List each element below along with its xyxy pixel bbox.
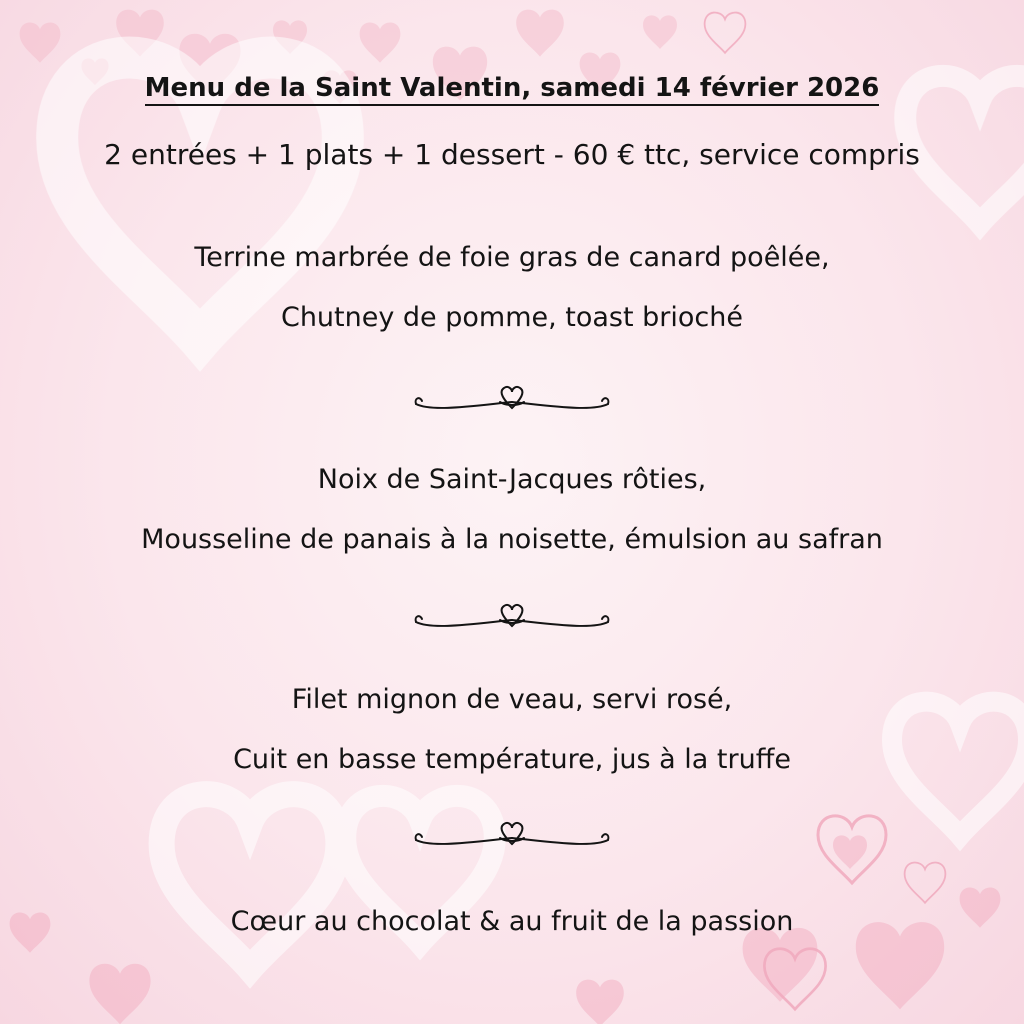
second-course-line-1: Noix de Saint-Jacques rôties,: [317, 464, 707, 495]
heart-flourish-icon: [412, 600, 612, 640]
starter-line-1: Terrine marbrée de foie gras de canard poêlée,: [194, 242, 830, 273]
menu-title-text: Menu de la Saint Valentin, samedi 14 février 2026: [145, 73, 880, 106]
starter-line-2: Chutney de pomme, toast brioché: [280, 302, 744, 333]
heart-flourish-icon: [412, 818, 612, 858]
main-course-line-1: Filet mignon de veau, servi rosé,: [291, 684, 733, 715]
dessert-line-1: Cœur au chocolat & au fruit de la passion: [230, 906, 794, 937]
main-course-line-2: Cuit en basse température, jus à la truffe: [233, 744, 791, 775]
menu-formula-price: 2 entrées + 1 plats + 1 dessert - 60 € ttc, service compris: [104, 138, 920, 171]
second-course-line-2: Mousseline de panais à la noisette, émulsion au safran: [141, 524, 883, 555]
heart-flourish-icon: [412, 382, 612, 422]
menu-title: [0, 70, 1024, 106]
